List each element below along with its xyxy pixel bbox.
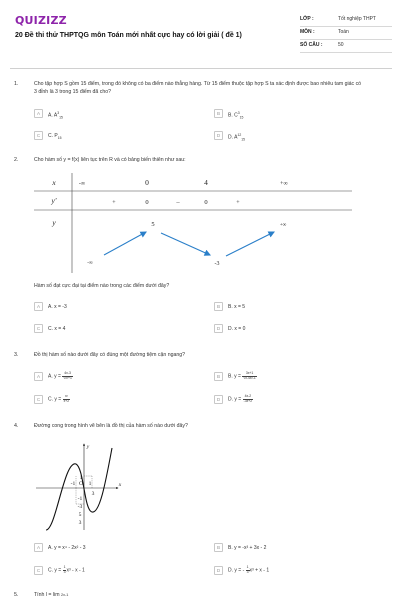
question-text: Tính l = lim $^{2x-1}$ [34, 592, 69, 598]
graph-figure [34, 440, 132, 532]
question-number: 3. [14, 352, 19, 358]
option-text: A. $A^3_{15}$ [48, 110, 63, 120]
quizizz-logo: QUIZIZZ [15, 14, 67, 27]
option-letter: C [34, 566, 43, 575]
sign: + [236, 200, 240, 206]
sign: – [176, 199, 180, 206]
option-text: C. $P_{15}$ [48, 132, 62, 140]
option-letter: D [214, 395, 223, 404]
meta-key: MÔN : [300, 29, 315, 35]
option-text: B. $C^3_{15}$ [228, 110, 244, 120]
y-value: 5 [151, 221, 155, 228]
tick-label: 1 [79, 475, 83, 481]
option-letter: A [34, 109, 43, 118]
arrow-up [104, 232, 146, 255]
tick-label: 3 [91, 491, 95, 497]
x-value: 4 [204, 178, 208, 187]
x-value: -∞ [78, 181, 86, 187]
fraction: $\frac{4x-2}{-3x+2}$ [243, 394, 253, 403]
option-letter: B [214, 372, 223, 381]
header-divider [10, 68, 392, 69]
option-letter: D [214, 131, 223, 140]
option-text: A. y = $\frac{4x-3}{\text{√x²+1}}$ [48, 371, 72, 380]
option-letter: A [34, 543, 43, 552]
variation-table [34, 173, 352, 273]
sign: + [112, 200, 116, 206]
fraction: $\frac{4x-3}{\text{√x²+1}}$ [63, 371, 72, 380]
sign: 0 [204, 199, 208, 206]
option-text: D. $A^{12}_{15}$ [228, 132, 246, 142]
option-text: D. x = 0 [228, 325, 246, 332]
meta-value: 50 [338, 42, 344, 48]
question-number: 2. [14, 157, 19, 163]
question-text: Cho hàm số y = f(x) liên tục trên R và có bảng biến thiên như sau: [34, 157, 186, 163]
meta-value: Tốt nghiệp THPT [338, 16, 376, 22]
meta-row-class [300, 14, 392, 27]
option-letter: D [214, 566, 223, 575]
document-title: 20 Đề thi thử THPTQG môn Toán mới nhất cực hay có lời giải ( đề 1) [15, 32, 242, 39]
question-number: 1. [14, 81, 19, 87]
option-text: C. x = 4 [48, 325, 66, 332]
option-letter: C [34, 131, 43, 140]
meta-key: LỚP : [300, 16, 314, 22]
x-value: 0 [145, 178, 149, 187]
option-text: B. y = -x³ + 3x - 2 [228, 544, 267, 551]
fraction: $\frac{1}{3}$ [246, 565, 249, 574]
option-letter: B [214, 302, 223, 311]
meta-row-subject [300, 27, 392, 40]
tick-label: O [78, 481, 84, 487]
option-letter: A [34, 372, 43, 381]
option-text: D. y = - $\frac{1}{3}$ x³ + x - 1 [228, 565, 270, 574]
tick-label: -1 [77, 496, 83, 502]
question-text: Hàm số đạt cực đại tại điểm nào trong các điểm dưới đây? [34, 283, 170, 289]
tick-label: 5 [78, 512, 82, 518]
question-text: Cho tập hợp S gồm 15 điểm, trong đó không có ba điểm nào thẳng hàng. Từ 15 điểm thuộc tập hợp S ta xác định được bao nhiêu tam giác có 3 đỉnh là 3 trong 15 điểm đã cho? [34, 81, 362, 95]
option-text: A. x = -3 [48, 303, 67, 310]
option-letter: B [214, 109, 223, 118]
fraction: $\frac{1}{3}$ [63, 565, 66, 574]
row-label-dy: y' [51, 196, 57, 205]
tick-label: 3 [78, 520, 82, 526]
fraction: $\frac{\text{x²}}{x+2}$ [63, 394, 70, 403]
question-number: 5. [14, 592, 19, 598]
arrow-down [161, 233, 210, 255]
option-text: C. y = $\frac{1}{3}$ x³ - x - 1 [48, 565, 85, 574]
question-text: Đồ thị hàm số nào dưới đây có đúng một đường tiệm cận ngang? [34, 352, 186, 358]
meta-key: SỐ CÂU : [300, 42, 323, 48]
option-text: A. y = x⁴ - 2x² - 3 [48, 544, 86, 551]
option-letter: D [214, 324, 223, 333]
axis-label-x: x [118, 482, 122, 488]
y-value: -∞ [87, 260, 93, 266]
option-text: C. y = $\frac{\text{x²}}{x+2}$ [48, 394, 70, 403]
option-text: B. y = $\frac{3x+1}{\text{√x-4x²-1}}$ [228, 371, 256, 380]
question-number: 4. [14, 423, 19, 429]
y-value: -3 [214, 261, 220, 267]
tick-label: 1 [88, 481, 92, 487]
meta-row-count [300, 40, 392, 53]
divider [300, 52, 392, 53]
question-text: Đường cong trong hình vẽ bên là đồ thị của hàm số nào dưới đây? [34, 423, 188, 429]
arrow-up [226, 232, 274, 256]
fraction: $\frac{3x+1}{\text{√x-4x²-1}}$ [243, 371, 256, 380]
axis-label-y: y [86, 444, 90, 450]
option-letter: A [34, 302, 43, 311]
option-text: B. x = 5 [228, 303, 246, 310]
tick-label: -1 [70, 481, 76, 487]
option-letter: C [34, 395, 43, 404]
y-value: +∞ [279, 222, 287, 228]
x-value: +∞ [280, 181, 288, 187]
sign: 0 [145, 199, 149, 206]
meta-value: Toán [338, 29, 349, 35]
tick-label: -3 [77, 504, 83, 510]
option-text: D. y = $\frac{4x-2}{-3x+2}$ [228, 394, 253, 403]
option-letter: B [214, 543, 223, 552]
row-label-x: x [52, 178, 56, 187]
option-letter: C [34, 324, 43, 333]
row-label-y: y [52, 218, 56, 227]
